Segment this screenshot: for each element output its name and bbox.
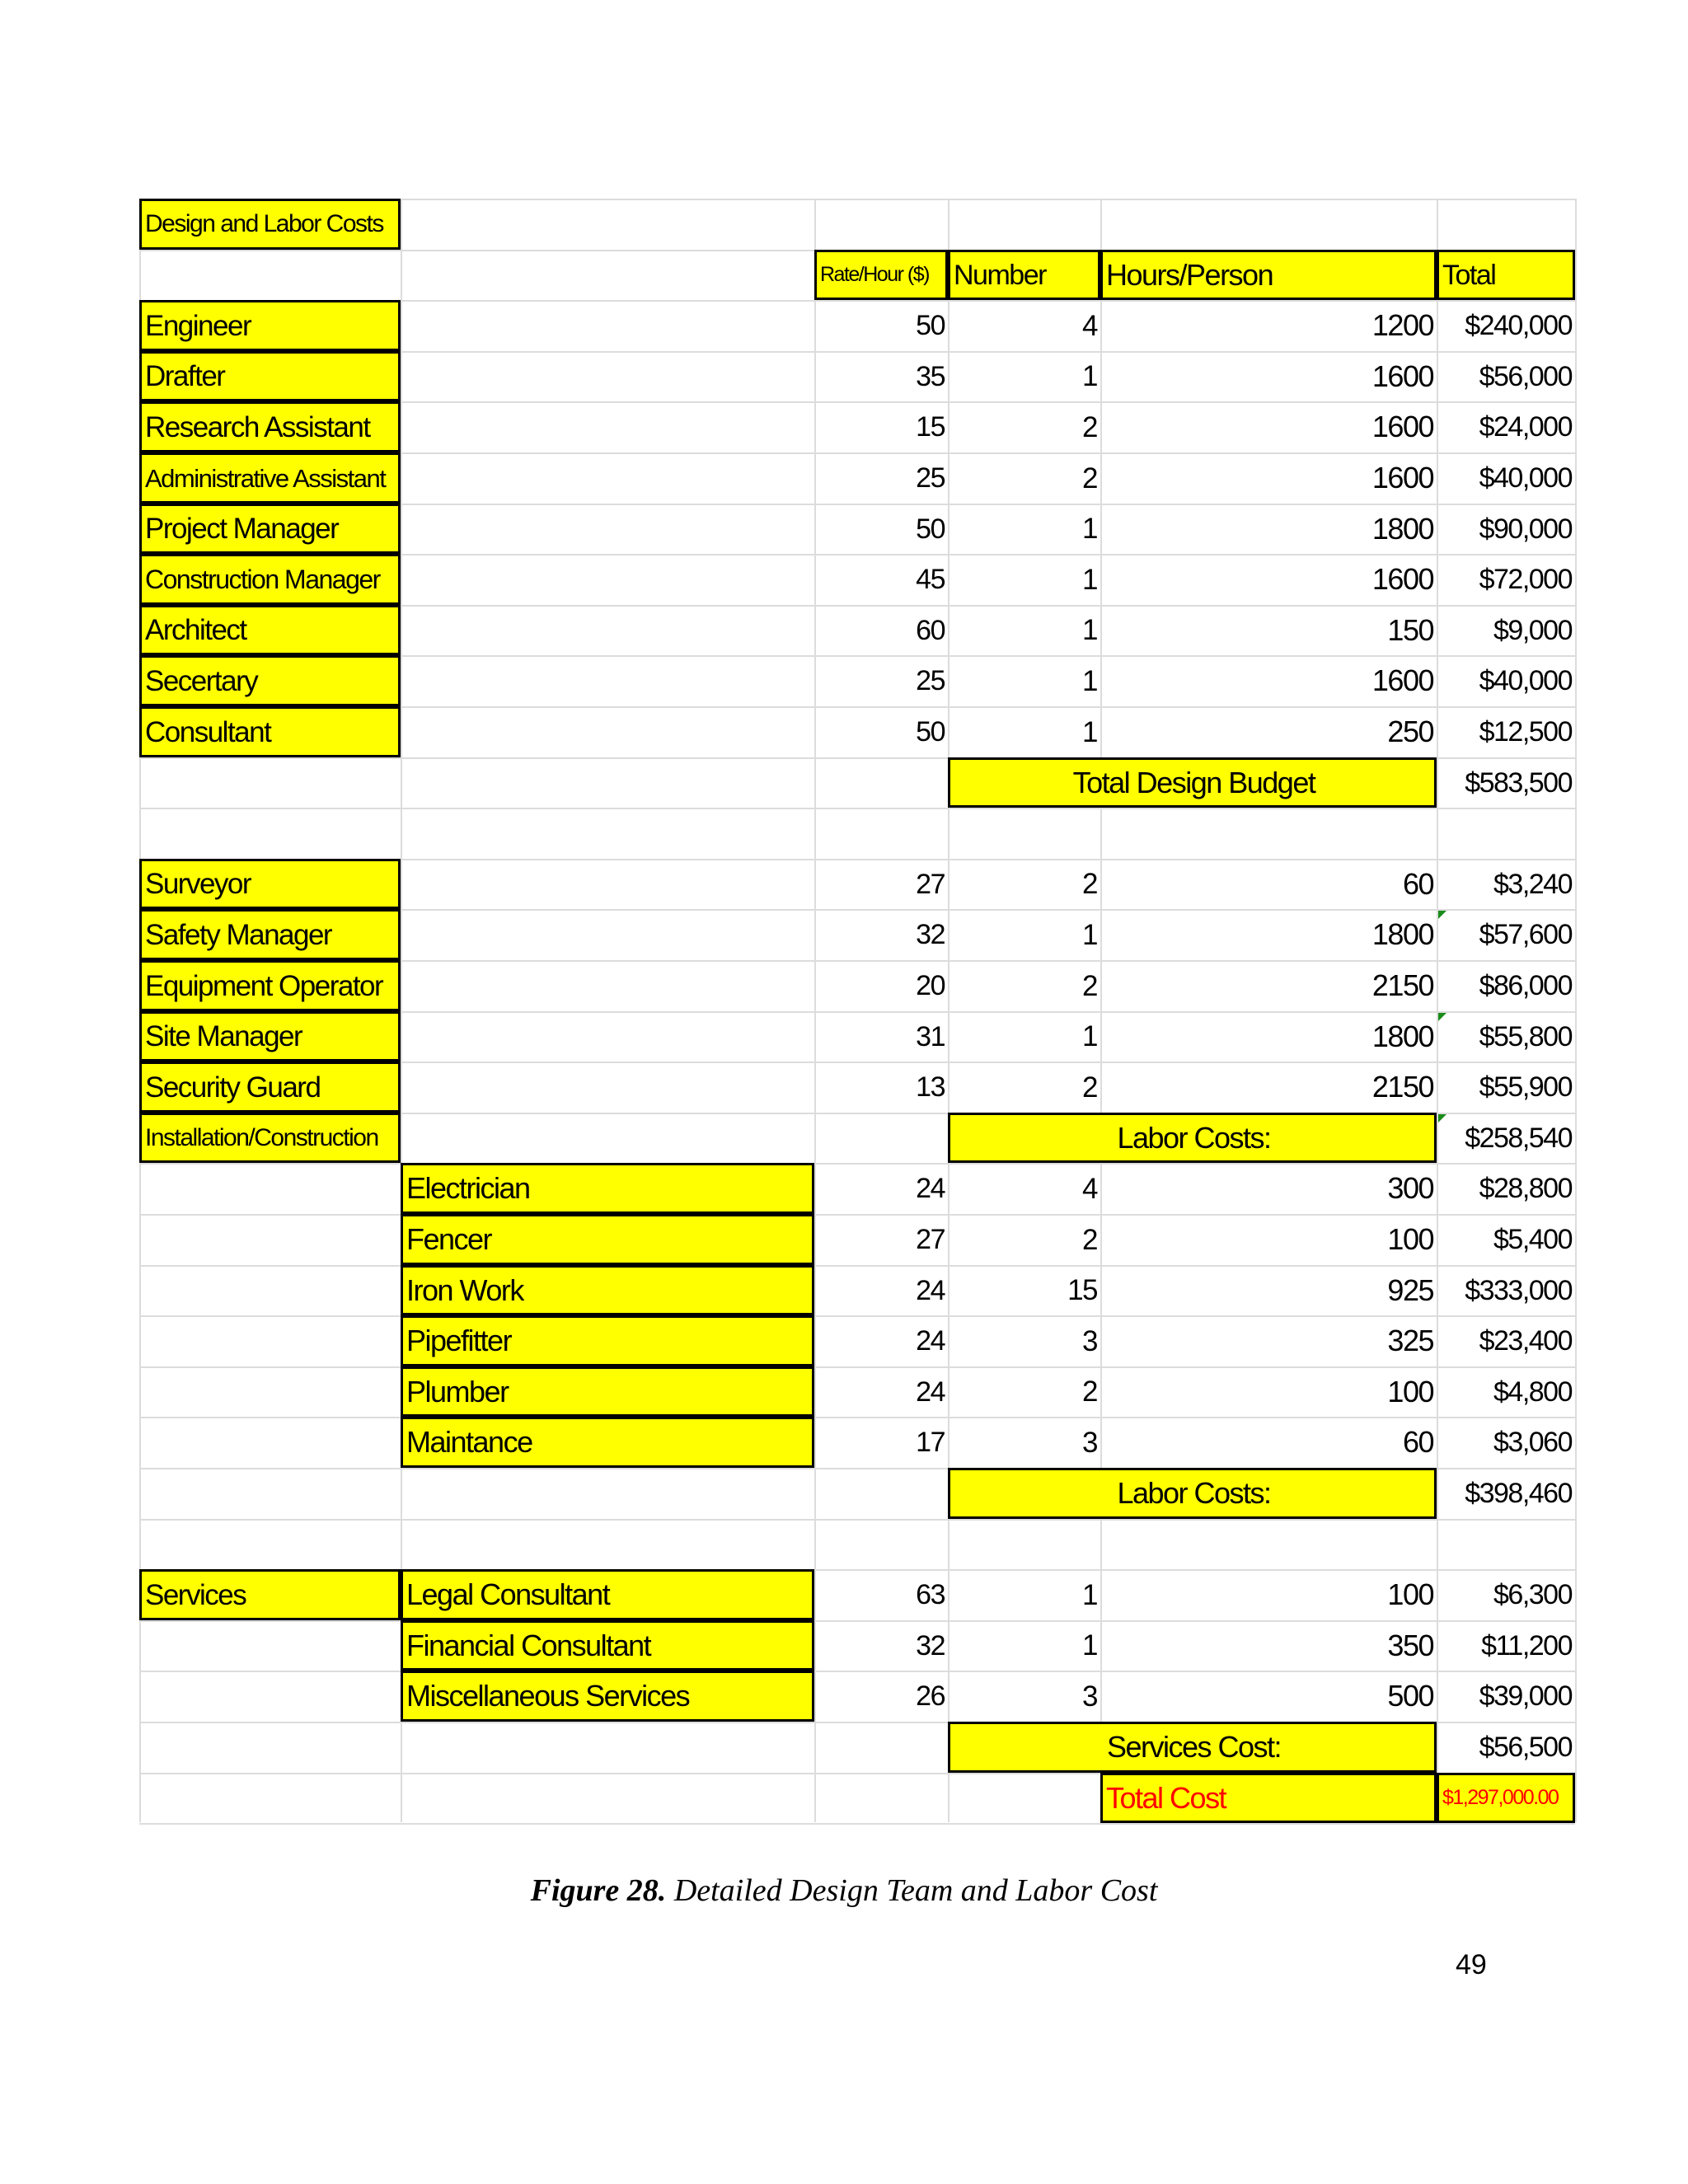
rate-cell: 50 [916, 716, 945, 748]
number-cell: 1 [1082, 715, 1097, 748]
total-cell: $3,240 [1493, 868, 1572, 900]
hours-cell: 1600 [1372, 410, 1433, 443]
total-cell: $90,000 [1479, 513, 1572, 545]
number-cell: 1 [1082, 918, 1097, 951]
services-total-label: Services Cost: [948, 1722, 1437, 1773]
role-label: Security Guard [139, 1062, 401, 1113]
total-cell: $56,000 [1479, 360, 1572, 392]
hours-cell: 1200 [1372, 308, 1433, 342]
rate-cell: 63 [916, 1579, 945, 1610]
hours-cell: 925 [1387, 1272, 1433, 1307]
hours-cell: 1800 [1372, 917, 1433, 951]
total-cell: $28,800 [1479, 1173, 1572, 1204]
number-cell: 4 [1082, 309, 1097, 342]
role-label: Site Manager [139, 1011, 401, 1062]
number-cell: 1 [1082, 563, 1097, 596]
trade-label: Pipefitter [401, 1315, 814, 1366]
total-cell: $24,000 [1479, 411, 1572, 443]
hours-cell: 1600 [1372, 663, 1433, 697]
trade-label: Electrician [401, 1163, 814, 1214]
role-label: Architect [139, 605, 401, 655]
total-cell: $86,000 [1479, 970, 1572, 1001]
hours-cell: 100 [1387, 1222, 1433, 1256]
rate-cell: 50 [916, 513, 945, 545]
hours-cell: 1800 [1372, 511, 1433, 546]
service-label: Miscellaneous Services [401, 1671, 814, 1722]
trade-label: Iron Work [401, 1265, 814, 1315]
hours-cell: 300 [1387, 1171, 1433, 1205]
grand-total-value: $1,297,000.00 [1437, 1773, 1575, 1823]
grid-column-line [1575, 199, 1577, 1822]
rate-cell: 25 [916, 462, 945, 494]
rate-cell: 25 [916, 665, 945, 696]
hours-cell: 100 [1387, 1374, 1433, 1408]
grid-row-line [139, 1519, 1575, 1521]
rate-cell: 15 [916, 411, 945, 443]
total-cell: $6,300 [1493, 1579, 1572, 1610]
number-cell: 3 [1082, 1324, 1097, 1357]
hours-cell: 1600 [1372, 562, 1433, 596]
sheet-title: Design and Labor Costs [139, 199, 401, 250]
role-label: Project Manager [139, 504, 401, 554]
total-cell: $72,000 [1479, 564, 1572, 595]
hours-cell: 250 [1387, 715, 1433, 748]
role-label: Engineer [139, 300, 401, 351]
number-cell: 1 [1082, 614, 1097, 646]
total-cell: $240,000 [1465, 310, 1572, 341]
comment-indicator-icon [1438, 1013, 1447, 1021]
hours-cell: 2150 [1372, 1070, 1433, 1104]
hours-cell: 350 [1387, 1628, 1433, 1662]
number-cell: 3 [1082, 1426, 1097, 1459]
grid-row-line [139, 808, 1575, 809]
number-cell: 1 [1082, 1629, 1097, 1661]
page-number: 49 [1456, 1949, 1487, 1980]
grand-total-label: Total Cost [1100, 1773, 1437, 1823]
number-cell: 2 [1082, 462, 1097, 494]
service-label: Financial Consultant [401, 1620, 814, 1671]
install-total-value: $398,460 [1465, 1478, 1572, 1509]
rate-cell: 27 [916, 1224, 945, 1255]
role-label: Drafter [139, 351, 401, 401]
role-label: Administrative Assistant [139, 452, 401, 504]
number-cell: 1 [1082, 1578, 1097, 1611]
hours-cell: 150 [1387, 612, 1433, 647]
rate-cell: 35 [916, 360, 945, 392]
service-label: Legal Consultant [401, 1569, 814, 1620]
rate-cell: 32 [916, 919, 945, 950]
hours-cell: 1800 [1372, 1019, 1433, 1053]
total-cell: $23,400 [1479, 1325, 1572, 1357]
comment-indicator-icon [1438, 1114, 1447, 1122]
role-label: Surveyor [139, 859, 401, 909]
number-cell: 1 [1082, 513, 1097, 545]
hours-cell: 100 [1387, 1577, 1433, 1611]
role-label: Construction Manager [139, 554, 401, 605]
number-cell: 3 [1082, 1680, 1097, 1713]
number-cell: 15 [1067, 1274, 1097, 1306]
number-cell: 4 [1082, 1172, 1097, 1205]
header-total: Total [1437, 250, 1575, 300]
rate-cell: 60 [916, 614, 945, 646]
role-label: Consultant [139, 706, 401, 757]
cost-spreadsheet [139, 199, 1575, 1822]
header-hours: Hours/Person [1100, 250, 1437, 300]
total-cell: $5,400 [1493, 1224, 1572, 1255]
number-cell: 2 [1082, 1071, 1097, 1104]
hours-cell: 325 [1387, 1324, 1433, 1357]
hours-cell: 60 [1402, 1425, 1433, 1459]
services-label: Services [139, 1569, 401, 1620]
number-cell: 2 [1082, 969, 1097, 1002]
labor-total-value: $258,540 [1465, 1122, 1572, 1154]
design-total-label: Total Design Budget [948, 757, 1437, 808]
rate-cell: 24 [916, 1325, 945, 1357]
rate-cell: 24 [916, 1173, 945, 1204]
role-label: Research Assistant [139, 401, 401, 452]
total-cell: $39,000 [1479, 1680, 1572, 1712]
total-cell: $40,000 [1479, 462, 1572, 494]
total-cell: $12,500 [1479, 716, 1572, 748]
trade-label: Fencer [401, 1214, 814, 1265]
number-cell: 2 [1082, 868, 1097, 900]
installation-label: Installation/Construction [139, 1113, 401, 1163]
hours-cell: 500 [1387, 1679, 1433, 1713]
total-cell: $4,800 [1493, 1376, 1572, 1408]
role-label: Safety Manager [139, 909, 401, 960]
hours-cell: 1600 [1372, 461, 1433, 494]
figure-caption [0, 1872, 1688, 1909]
services-total-value: $56,500 [1479, 1732, 1572, 1763]
header-rate: Rate/Hour ($) [814, 250, 948, 300]
trade-label: Maintance [401, 1417, 814, 1468]
number-cell: 2 [1082, 1223, 1097, 1256]
total-cell: $55,900 [1479, 1071, 1572, 1103]
rate-cell: 17 [916, 1427, 945, 1458]
hours-cell: 1600 [1372, 359, 1433, 393]
role-label: Secertary [139, 655, 401, 706]
total-cell: $3,060 [1493, 1427, 1572, 1458]
figure-caption-text: Detailed Design Team and Labor Cost [673, 1873, 1158, 1908]
number-cell: 1 [1082, 664, 1097, 697]
total-cell: $11,200 [1481, 1629, 1572, 1661]
total-cell: $333,000 [1465, 1274, 1572, 1306]
hours-cell: 60 [1402, 866, 1433, 901]
rate-cell: 50 [916, 310, 945, 341]
rate-cell: 31 [916, 1020, 945, 1052]
total-cell: $40,000 [1479, 665, 1572, 696]
number-cell: 2 [1082, 1376, 1097, 1408]
rate-cell: 24 [916, 1274, 945, 1306]
rate-cell: 13 [916, 1071, 945, 1103]
comment-indicator-icon [1438, 911, 1447, 919]
header-number: Number [948, 250, 1100, 300]
rate-cell: 20 [916, 970, 945, 1001]
total-cell: $57,600 [1479, 919, 1572, 950]
install-total-label: Labor Costs: [948, 1468, 1437, 1519]
role-label: Equipment Operator [139, 960, 401, 1011]
rate-cell: 45 [916, 564, 945, 595]
number-cell: 2 [1082, 410, 1097, 443]
rate-cell: 32 [916, 1629, 945, 1661]
design-total-value: $583,500 [1465, 766, 1572, 799]
figure-number: Figure 28. [530, 1873, 667, 1908]
total-cell: $9,000 [1493, 614, 1572, 646]
number-cell: 1 [1082, 360, 1097, 392]
hours-cell: 2150 [1372, 968, 1433, 1002]
rate-cell: 27 [916, 868, 945, 900]
grid-row-line [139, 1823, 1575, 1825]
trade-label: Plumber [401, 1366, 814, 1417]
number-cell: 1 [1082, 1020, 1097, 1052]
rate-cell: 24 [916, 1376, 945, 1408]
labor-total-label: Labor Costs: [948, 1113, 1437, 1163]
total-cell: $55,800 [1479, 1020, 1572, 1052]
rate-cell: 26 [916, 1680, 945, 1712]
